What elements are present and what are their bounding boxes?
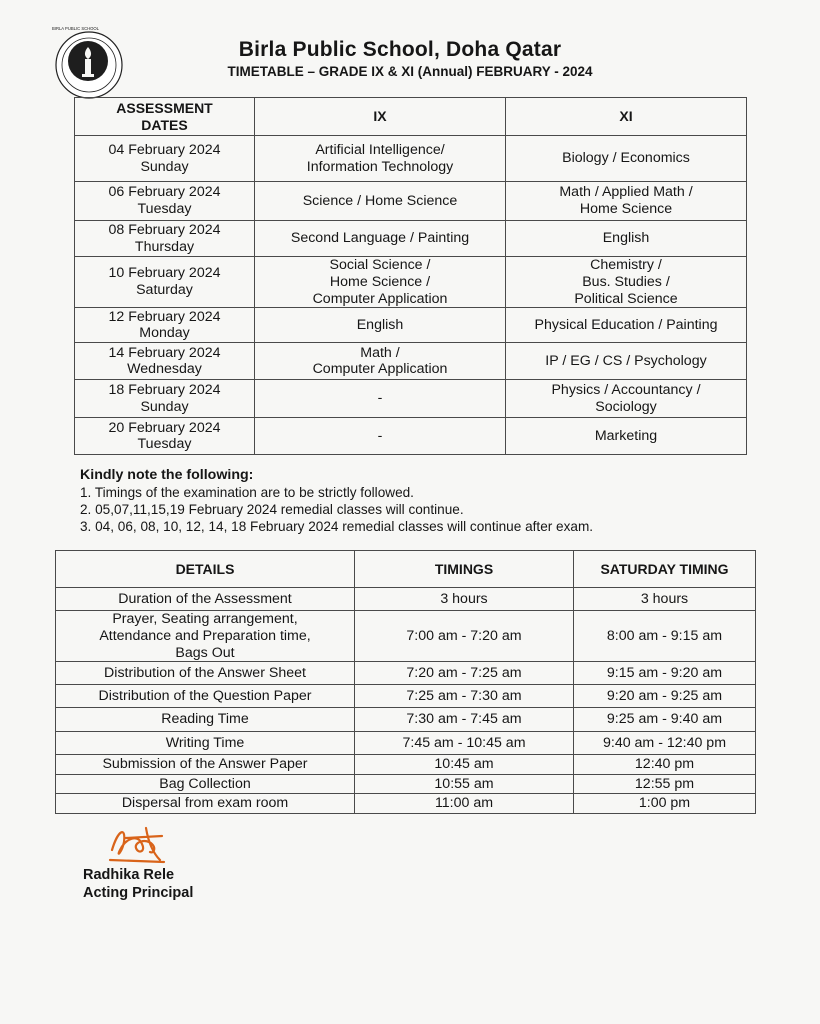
table-row: [75, 418, 747, 455]
note-item: 3. 04, 06, 08, 10, 12, 14, 18 February 2024 remedial classes will continue after exam.: [80, 519, 594, 534]
column-header-dates: ASSESSMENT DATES: [75, 98, 255, 136]
timing-value: 10:55 am: [355, 775, 574, 794]
ix-subject: -: [255, 418, 506, 455]
table-row: [56, 588, 756, 611]
table-row: [75, 136, 747, 182]
saturday-timing-value: 3 hours: [574, 588, 756, 611]
table-row: [56, 685, 756, 708]
timetable-title: TIMETABLE – GRADE IX & XI (Annual) FEBRUARY - 2024: [227, 64, 593, 79]
xi-subject: Math / Applied Math / Home Science: [506, 182, 747, 221]
detail-label: Distribution of the Question Paper: [56, 685, 355, 708]
saturday-timing-value: 12:40 pm: [574, 755, 756, 775]
column-header-timings: TIMINGS: [355, 551, 574, 588]
column-header-xi: XI: [506, 98, 747, 136]
exam-date: 20 February 2024 Tuesday: [75, 418, 255, 455]
timing-value: 7:20 am - 7:25 am: [355, 662, 574, 685]
xi-subject: Biology / Economics: [506, 136, 747, 182]
notes-heading: Kindly note the following:: [80, 467, 254, 483]
table-row: [56, 775, 756, 794]
exam-date: 12 February 2024 Monday: [75, 308, 255, 343]
ix-subject: English: [255, 308, 506, 343]
ix-subject: Math / Computer Application: [255, 343, 506, 380]
timing-value: 7:45 am - 10:45 am: [355, 732, 574, 755]
detail-label: Prayer, Seating arrangement, Attendance and Preparation time, Bags Out: [56, 611, 355, 662]
table-row: [56, 755, 756, 775]
saturday-timing-value: 12:55 pm: [574, 775, 756, 794]
saturday-timing-value: 8:00 am - 9:15 am: [574, 611, 756, 662]
detail-label: Distribution of the Answer Sheet: [56, 662, 355, 685]
exam-schedule-table: [74, 97, 747, 455]
column-header-details: DETAILS: [56, 551, 355, 588]
table-row: [56, 732, 756, 755]
school-name: Birla Public School, Doha Qatar: [238, 38, 562, 61]
table-row: [75, 380, 747, 418]
logo-text: BIRLA PUBLIC SCHOOL: [52, 26, 100, 31]
timing-value: 3 hours: [355, 588, 574, 611]
notes-section: [80, 467, 593, 535]
xi-subject: Marketing: [506, 418, 747, 455]
ix-subject: Second Language / Painting: [255, 221, 506, 257]
table-row: [56, 708, 756, 732]
table-row: [75, 343, 747, 380]
table-row: [56, 611, 756, 662]
table-row: [75, 182, 747, 221]
saturday-timing-value: 9:20 am - 9:25 am: [574, 685, 756, 708]
signatory-name: Radhika Rele: [83, 867, 175, 883]
table-row: [75, 257, 747, 308]
exam-date: 04 February 2024 Sunday: [75, 136, 255, 182]
timing-value: 7:00 am - 7:20 am: [355, 611, 574, 662]
xi-subject: Physics / Accountancy / Sociology: [506, 380, 747, 418]
xi-subject: English: [506, 221, 747, 257]
xi-subject: Chemistry / Bus. Studies / Political Science: [506, 257, 747, 308]
table-row: [56, 794, 756, 814]
exam-date: 14 February 2024 Wednesday: [75, 343, 255, 380]
note-item: 2. 05,07,11,15,19 February 2024 remedial classes will continue.: [80, 502, 464, 517]
xi-subject: Physical Education / Painting: [506, 308, 747, 343]
saturday-timing-value: 9:40 am - 12:40 pm: [574, 732, 756, 755]
detail-label: Writing Time: [56, 732, 355, 755]
timing-table-header-row: [56, 551, 756, 588]
exam-date: 08 February 2024 Thursday: [75, 221, 255, 257]
note-item: 1. Timings of the examination are to be strictly followed.: [80, 485, 414, 500]
timing-value: 7:30 am - 7:45 am: [355, 708, 574, 732]
detail-label: Reading Time: [56, 708, 355, 732]
saturday-timing-value: 9:15 am - 9:20 am: [574, 662, 756, 685]
ix-subject: Artificial Intelligence/ Information Technology: [255, 136, 506, 182]
ix-subject: Social Science / Home Science / Computer Application: [255, 257, 506, 308]
exam-table-header-row: [75, 98, 747, 136]
exam-date: 06 February 2024 Tuesday: [75, 182, 255, 221]
ix-subject: Science / Home Science: [255, 182, 506, 221]
column-header-ix: IX: [255, 98, 506, 136]
table-row: [75, 308, 747, 343]
table-row: [75, 221, 747, 257]
ix-subject: -: [255, 380, 506, 418]
table-row: [56, 662, 756, 685]
exam-date: 18 February 2024 Sunday: [75, 380, 255, 418]
detail-label: Bag Collection: [56, 775, 355, 794]
detail-label: Dispersal from exam room: [56, 794, 355, 814]
timing-value: 11:00 am: [355, 794, 574, 814]
saturday-timing-value: 1:00 pm: [574, 794, 756, 814]
saturday-timing-value: 9:25 am - 9:40 am: [574, 708, 756, 732]
detail-label: Duration of the Assessment: [56, 588, 355, 611]
signatory-title: Acting Principal: [83, 885, 194, 901]
principal-signature: [102, 820, 182, 868]
xi-subject: IP / EG / CS / Psychology: [506, 343, 747, 380]
timing-table: [55, 550, 756, 814]
column-header-saturday-timing: SATURDAY TIMING: [574, 551, 756, 588]
signatory-block: [83, 866, 193, 902]
exam-date: 10 February 2024 Saturday: [75, 257, 255, 308]
timing-value: 7:25 am - 7:30 am: [355, 685, 574, 708]
timing-value: 10:45 am: [355, 755, 574, 775]
detail-label: Submission of the Answer Paper: [56, 755, 355, 775]
